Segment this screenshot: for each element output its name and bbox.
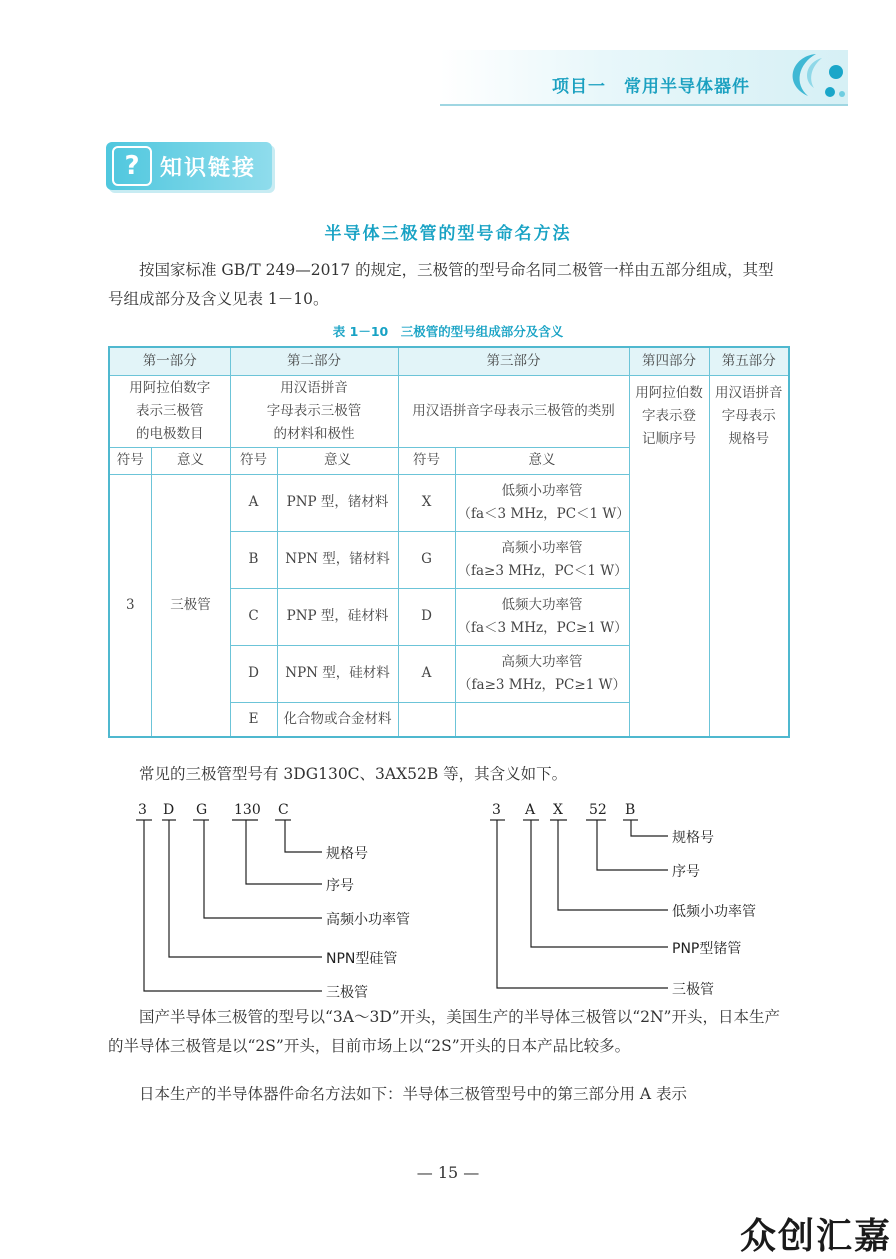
paragraph-domestic-foreign: 国产半导体三极管的型号以“3A～3D”开头，美国生产的半导体三极管以“2N”开头，日本生产的半导体三极管是以“2S”开头，目前市场上以“2S”开头的日本产品比较多。	[108, 1008, 780, 1055]
table-row: 3 三极管 A PNP 型，锗材料 X 低频小功率管 （fa＜3 MHz，PC＜1 W）	[109, 474, 789, 531]
desc-part3: 用汉语拼音字母表示三极管的类别	[398, 375, 629, 447]
paragraph-japan-naming: 日本生产的半导体器件命名方法如下：半导体三极管型号中的第三部分用 A 表示	[139, 1085, 688, 1103]
diagram-3DG130C	[136, 820, 322, 991]
header-part5: 第五部分	[709, 347, 789, 375]
diagram2-part-3: 3	[492, 802, 501, 818]
model-breakdown-diagrams	[0, 790, 896, 1000]
diagram-3AX52B	[490, 820, 668, 988]
diagram2-label-electrodes: 三极管	[672, 982, 714, 998]
diagram2-label-serial: 序号	[672, 864, 700, 880]
header-part4: 第四部分	[629, 347, 709, 375]
diagram2-part-B: B	[625, 802, 636, 818]
page-number: — 15 —	[416, 1163, 480, 1182]
diagram1-label-spec: 规格号	[326, 846, 368, 862]
part1-symbol: 3	[109, 474, 151, 737]
transistor-naming-table	[108, 346, 790, 738]
table-row: E 化合物或合金材料	[109, 702, 789, 737]
header-part1: 第一部分	[109, 347, 230, 375]
diagram2-part-A: A	[525, 802, 536, 818]
desc-part1: 用阿拉伯数字 表示三极管 的电极数目	[109, 375, 230, 447]
table-row: B NPN 型，锗材料 G 高频小功率管 （fa≥3 MHz，PC＜1 W）	[109, 531, 789, 588]
desc-part4: 用阿拉伯数 字表示登 记顺序号	[629, 375, 709, 737]
diagram2-part-X: X	[553, 802, 563, 818]
diagram1-part-G: G	[196, 802, 208, 818]
table-description-row	[109, 375, 789, 447]
diagram1-label-electrodes: 三极管	[326, 985, 368, 1001]
diagram2-label-type: 低频小功率管	[672, 904, 756, 920]
header-swirl-logo	[772, 44, 848, 108]
diagram1-label-material: NPN型硅管	[326, 951, 398, 967]
header-part3: 第三部分	[398, 347, 629, 375]
table-header-row	[109, 347, 789, 375]
table-row: D NPN 型，硅材料 A 高频大功率管 （fa≥3 MHz，PC≥1 W）	[109, 645, 789, 702]
intro-paragraph: 按国家标准 GB/T 249—2017 的规定，三极管的型号命名同二极管一样由五部分组成，其型号组成部分及含义见表 1－10。	[108, 261, 774, 308]
part1-meaning: 三极管	[151, 474, 230, 737]
table-row: C PNP 型，硅材料 D 低频大功率管 （fa＜3 MHz，PC≥1 W）	[109, 588, 789, 645]
diagram2-label-material: PNP型锗管	[672, 941, 742, 957]
knowledge-link-badge	[106, 142, 272, 190]
desc-part5: 用汉语拼音 字母表示 规格号	[709, 375, 789, 737]
desc-part2: 用汉语拼音 字母表示三极管 的材料和极性	[230, 375, 398, 447]
watermark: 众创汇嘉	[739, 1216, 892, 1257]
diagram1-label-type: 高频小功率管	[326, 912, 410, 928]
section-title: 半导体三极管的型号命名方法	[324, 224, 572, 244]
diagram1-part-130: 130	[234, 802, 261, 818]
table-caption: 表 1－10 三极管的型号组成部分及含义	[332, 324, 564, 339]
diagram1-part-C: C	[278, 802, 289, 818]
diagram2-label-spec: 规格号	[672, 830, 714, 846]
diagram1-part-3: 3	[138, 802, 147, 818]
header-part2: 第二部分	[230, 347, 398, 375]
diagram1-label-serial: 序号	[326, 878, 354, 894]
knowledge-link-label: 知识链接	[160, 156, 257, 181]
diagram2-part-52: 52	[589, 802, 607, 818]
table-subheader-row: 符号 意义 符号 意义 符号 意义	[109, 447, 789, 474]
question-icon: ?	[112, 146, 152, 186]
diagram1-part-D: D	[163, 802, 175, 818]
running-header-title: 项目一 常用半导体器件	[552, 77, 750, 97]
examples-intro: 常见的三极管型号有 3DG130C、3AX52B 等，其含义如下。	[139, 765, 568, 783]
